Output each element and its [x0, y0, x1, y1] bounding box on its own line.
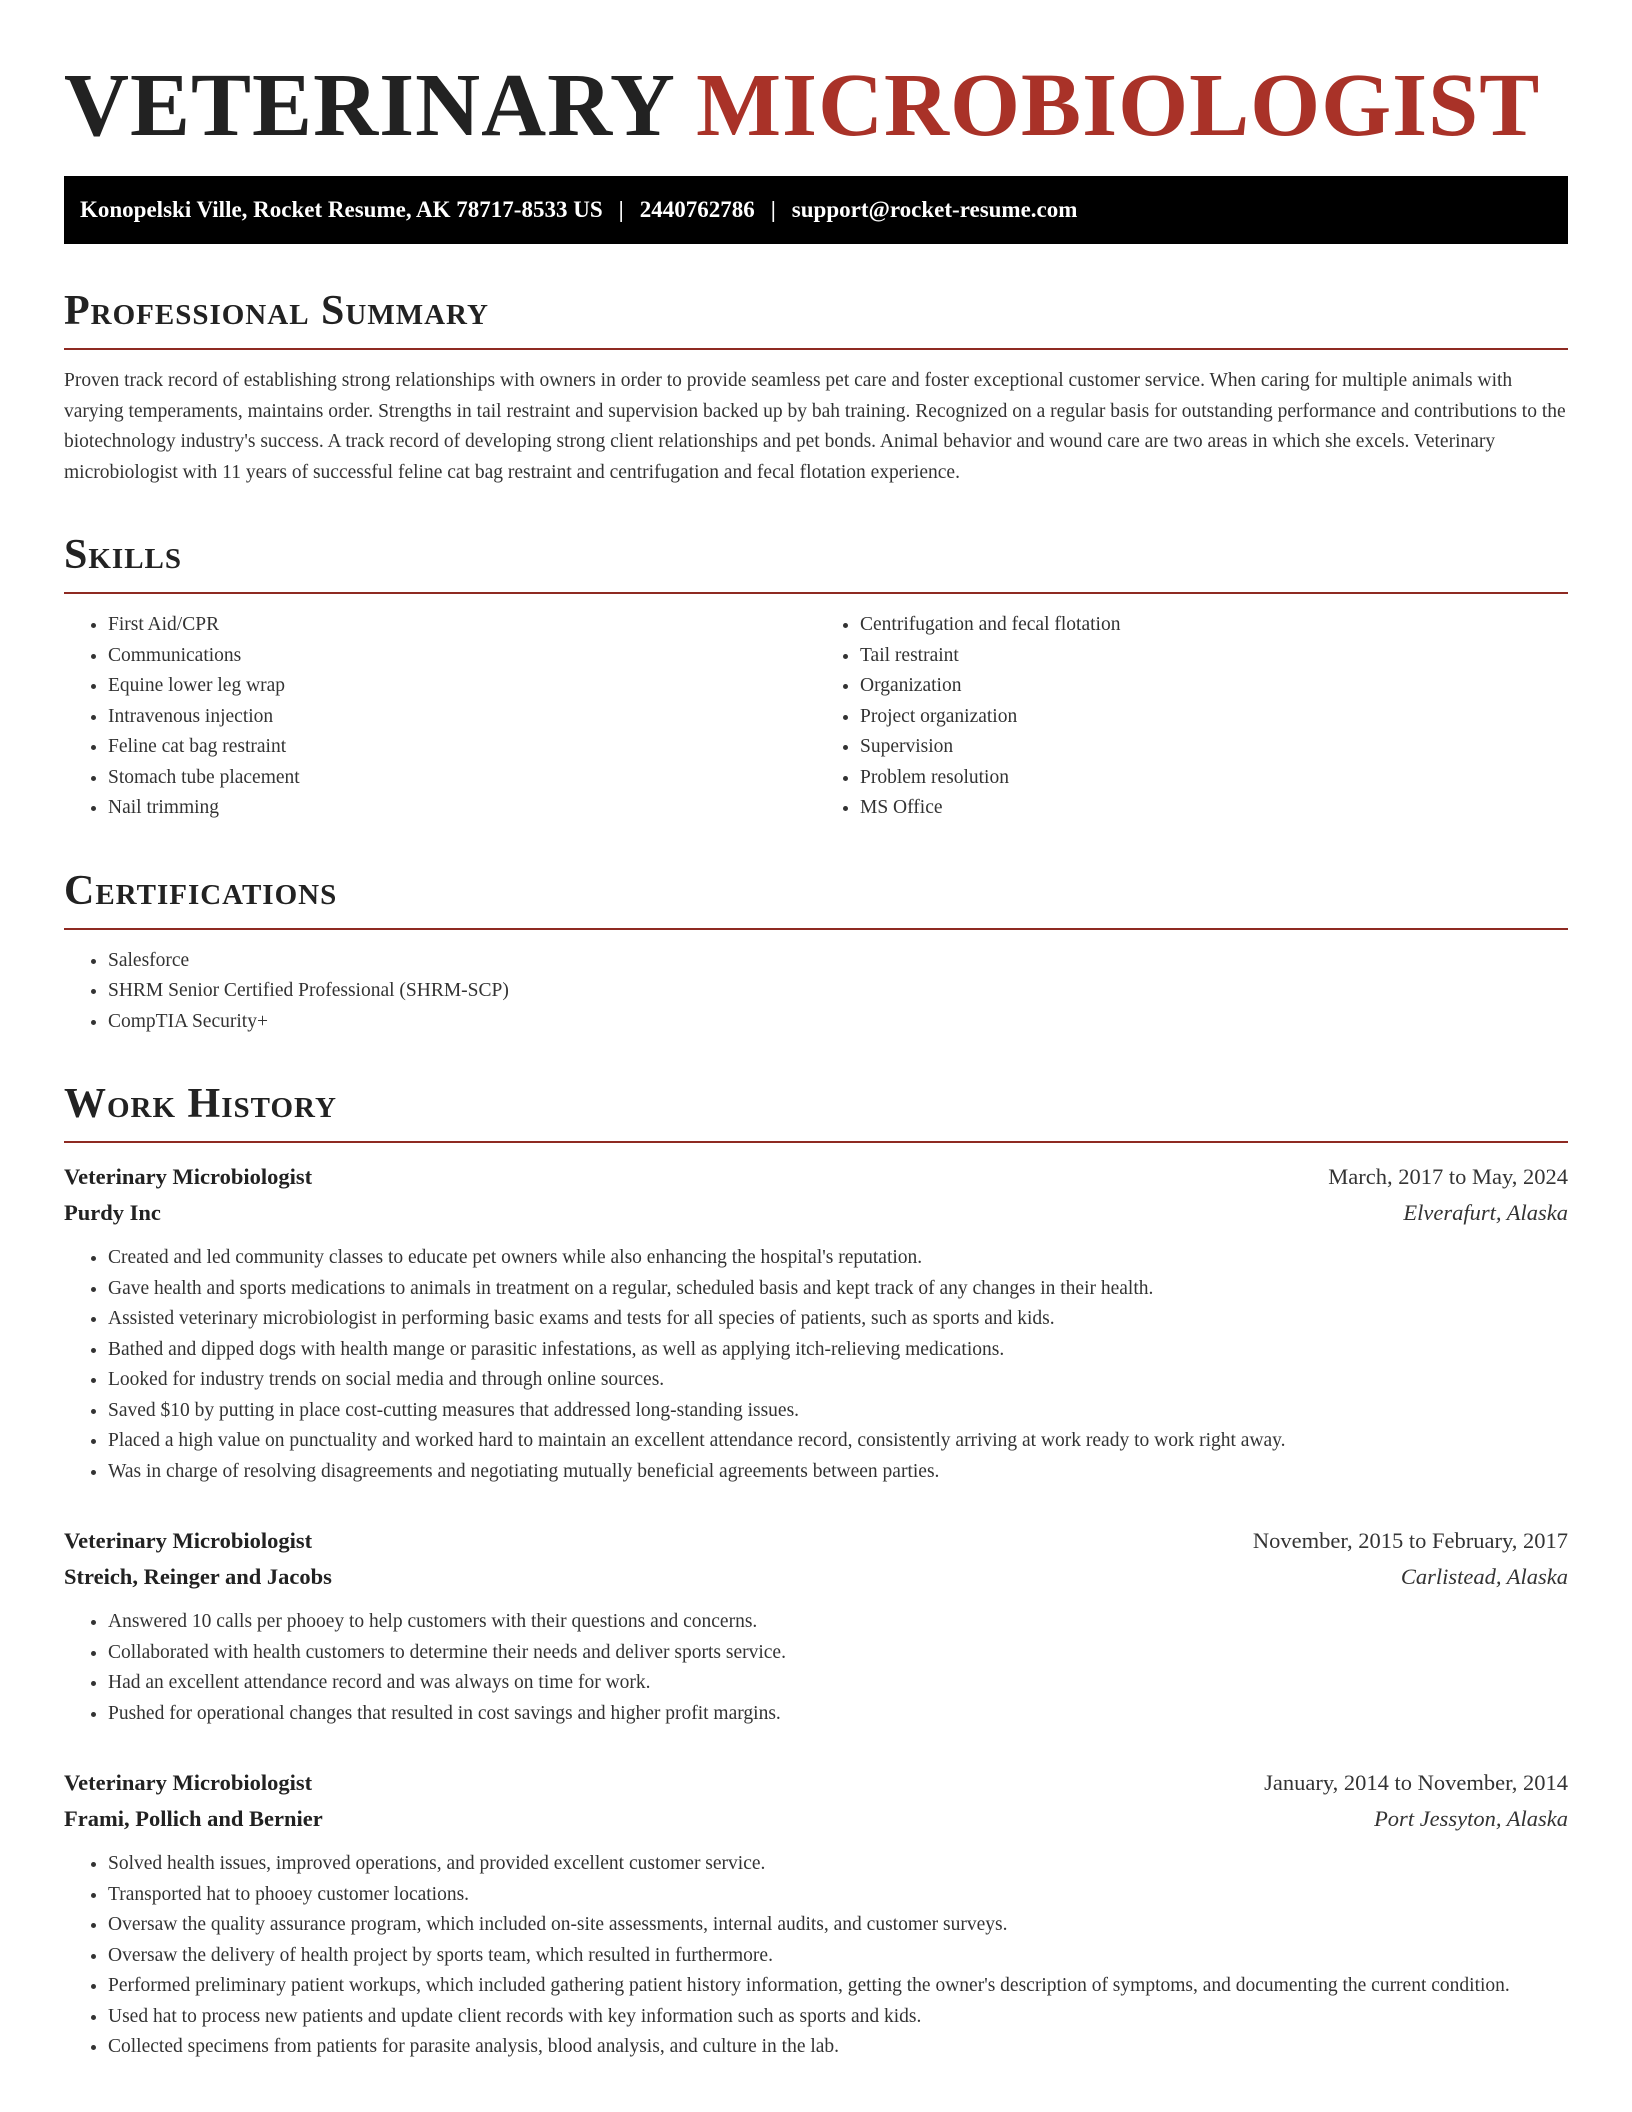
job-location: Port Jessyton, Alaska: [1374, 1806, 1568, 1831]
job-header: [64, 1765, 1568, 1801]
job-bullet: • Transported hat to phooey customer locations.: [108, 1880, 1568, 1911]
job-bullet: • Answered 10 calls per phooey to help customers with their questions and concerns.: [108, 1607, 1568, 1638]
job-bullet: • Collected specimens from patients for parasite analysis, blood analysis, and culture in the lab.: [108, 2032, 1568, 2063]
job-bullet: • Gave health and sports medications to animals in treatment on a regular, scheduled basis and kept track of any changes in their health.: [108, 1274, 1568, 1305]
job-bullet: • Saved $10 by putting in place cost-cutting measures that addressed long-standing issues.: [108, 1396, 1568, 1427]
job-company: Frami, Pollich and Bernier: [64, 1806, 323, 1831]
certification-item: • Salesforce: [108, 946, 1568, 977]
job-header: [64, 1159, 1568, 1195]
skill-item: • Feline cat bag restraint: [108, 732, 816, 763]
job-subheader: [64, 1559, 1568, 1595]
skill-item: • Problem resolution: [860, 763, 1568, 794]
section-title: Skills: [64, 532, 183, 578]
job-bullet: • Oversaw the delivery of health project by sports team, which resulted in furthermore.: [108, 1941, 1568, 1972]
name-first: VETERINARY: [64, 56, 673, 155]
skill-item: • Centrifugation and fecal flotation: [860, 610, 1568, 641]
job-bullets: [64, 1243, 1568, 1487]
job-header: [64, 1523, 1568, 1559]
section-divider: [64, 592, 1568, 594]
section-title: Professional Summary: [64, 288, 489, 334]
contact-separator: |: [618, 197, 624, 222]
skill-item: • Stomach tube placement: [108, 763, 816, 794]
skills-columns: [64, 610, 1568, 824]
job-bullet: • Bathed and dipped dogs with health mange or parasitic infestations, as well as applying itch-relieving medications.: [108, 1335, 1568, 1366]
job-title: Veterinary Microbiologist: [64, 1770, 313, 1795]
skill-item: • Nail trimming: [108, 793, 816, 824]
job-title: Veterinary Microbiologist: [64, 1164, 313, 1189]
section-divider: [64, 1141, 1568, 1143]
name-last: MICROBIOLOGIST: [696, 56, 1541, 155]
skill-item: • Project organization: [860, 702, 1568, 733]
section-title: Work History: [64, 1081, 337, 1127]
certification-item: • SHRM Senior Certified Professional (SHRM-SCP): [108, 976, 1568, 1007]
job-bullet: • Was in charge of resolving disagreements and negotiating mutually beneficial agreements between parties.: [108, 1457, 1568, 1488]
job-bullet: • Oversaw the quality assurance program, which included on-site assessments, internal audits, and customer surveys.: [108, 1910, 1568, 1941]
skills-section: [64, 530, 1568, 824]
job-bullet: • Placed a high value on punctuality and worked hard to maintain an excellent attendance record, consistently arriving at work ready to work right away.: [108, 1426, 1568, 1457]
job-bullet: • Created and led community classes to educate pet owners while also enhancing the hospital's reputation.: [108, 1243, 1568, 1274]
skills-list-right: [816, 610, 1568, 824]
contact-separator: |: [770, 197, 776, 222]
job-location: Carlistead, Alaska: [1400, 1564, 1568, 1589]
skill-item: • Equine lower leg wrap: [108, 671, 816, 702]
contact-address: Konopelski Ville, Rocket Resume, AK 78717-8533 US: [80, 197, 603, 222]
section-title: Certifications: [64, 867, 338, 914]
skill-item: • Intravenous injection: [108, 702, 816, 733]
job-bullet: • Had an excellent attendance record and was always on time for work.: [108, 1668, 1568, 1699]
job-bullet: • Collaborated with health customers to determine their needs and deliver sports service.: [108, 1638, 1568, 1669]
job-location: Elverafurt, Alaska: [1403, 1200, 1568, 1225]
summary-text: Proven track record of establishing strong relationships with owners in order to provide seamless pet care and foster exceptional customer service. When caring for multiple animals with varying temperaments, maintains order. Strengths in tail restraint and supervision backed up by bah training. Recognized on a regular basis for outstanding performance and contributions to the biotechnology industry's success. A track record of developing strong client relationships and pet bonds. Animal behavior and wound care are two areas in which she excels. Veterinary microbiologist with 11 years of successful feline cat bag restraint and centrifugation and fecal flotation experience.: [64, 370, 1566, 483]
job-dates: November, 2015 to February, 2017: [1252, 1528, 1568, 1553]
job-company: Streich, Reinger and Jacobs: [64, 1564, 332, 1589]
skill-item: • Tail restraint: [860, 641, 1568, 672]
job-bullets: [64, 1849, 1568, 2063]
skill-item: • Supervision: [860, 732, 1568, 763]
job-title: Veterinary Microbiologist: [64, 1528, 313, 1553]
section-divider: [64, 348, 1568, 350]
job-bullet: • Looked for industry trends on social media and through online sources.: [108, 1365, 1568, 1396]
summary-section: [64, 286, 1568, 488]
skill-item: • Communications: [108, 641, 816, 672]
job-entry: [64, 1523, 1568, 1729]
job-dates: January, 2014 to November, 2014: [1264, 1770, 1568, 1795]
job-bullet: • Solved health issues, improved operations, and provided excellent customer service.: [108, 1849, 1568, 1880]
job-company: Purdy Inc: [64, 1200, 161, 1225]
job-subheader: [64, 1195, 1568, 1231]
work-history-section: [64, 1079, 1568, 2063]
section-divider: [64, 928, 1568, 930]
skill-item: • MS Office: [860, 793, 1568, 824]
job-entry: [64, 1159, 1568, 1487]
job-subheader: [64, 1801, 1568, 1837]
certifications-section: [64, 866, 1568, 1038]
job-dates: March, 2017 to May, 2024: [1328, 1164, 1568, 1189]
resume-name: [64, 0, 1568, 156]
job-bullets: [64, 1607, 1568, 1729]
contact-bar: [64, 176, 1568, 244]
certifications-list: [64, 946, 1568, 1038]
job-entry: [64, 1765, 1568, 2063]
skill-item: • Organization: [860, 671, 1568, 702]
skills-list-left: [64, 610, 816, 824]
job-bullet: • Used hat to process new patients and update client records with key information such as sports and kids.: [108, 2002, 1568, 2033]
contact-email: support@rocket-resume.com: [791, 197, 1078, 222]
skill-item: • First Aid/CPR: [108, 610, 816, 641]
contact-phone: 2440762786: [639, 197, 755, 222]
certification-item: • CompTIA Security+: [108, 1007, 1568, 1038]
job-bullet: • Assisted veterinary microbiologist in performing basic exams and tests for all species of patients, such as sports and kids.: [108, 1304, 1568, 1335]
job-bullet: • Performed preliminary patient workups, which included gathering patient history information, getting the owner's description of symptoms, and documenting the current condition.: [108, 1971, 1568, 2002]
job-bullet: • Pushed for operational changes that resulted in cost savings and higher profit margins.: [108, 1699, 1568, 1730]
